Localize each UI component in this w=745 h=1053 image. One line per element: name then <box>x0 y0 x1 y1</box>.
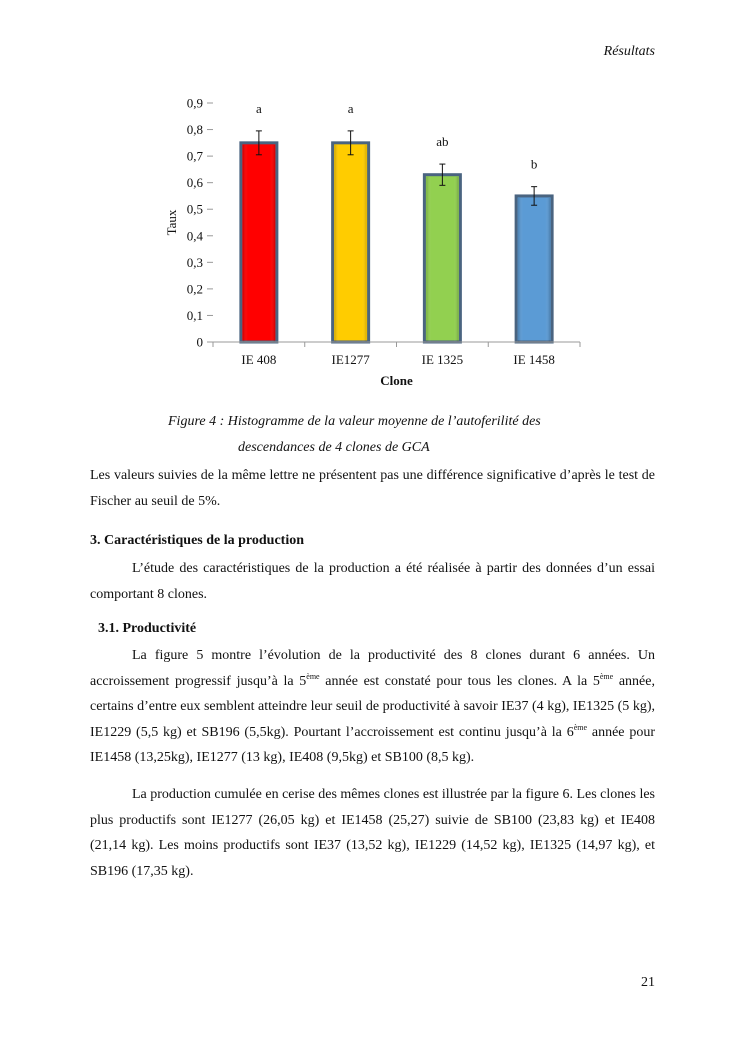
x-axis-title: Clone <box>380 373 413 388</box>
x-tick-label: IE 1325 <box>421 352 464 367</box>
bar-shading <box>243 145 275 342</box>
bar-shading <box>335 145 367 342</box>
significance-letter: b <box>530 156 538 172</box>
bar-shading <box>426 177 458 342</box>
y-axis-title: Taux <box>164 209 179 236</box>
y-tick-label: 0,4 <box>186 228 203 244</box>
y-tick-label: 0,8 <box>186 122 203 138</box>
x-tick-label: IE 408 <box>241 352 277 367</box>
page-number: 21 <box>641 975 655 990</box>
figure-caption-line2: descendances de 4 clones de GCA <box>238 440 430 455</box>
significance-letter: a <box>255 100 262 116</box>
y-tick-label: 0,3 <box>186 254 203 270</box>
stat-note: Les valeurs suivies de la même lettre ne présentent pas une différence significative d’après le test de Fischer au seuil de 5%. <box>90 468 655 509</box>
bar-shading <box>518 198 550 342</box>
running-header: Résultats <box>603 44 655 59</box>
x-tick-label: IE 1458 <box>513 352 555 367</box>
y-tick-label: 0,5 <box>186 201 203 217</box>
bar-group <box>516 157 552 342</box>
y-tick-label: 0,7 <box>186 148 203 164</box>
y-tick-label: 0,1 <box>186 307 203 323</box>
productivity-paragraph-1: La figure 5 montre l’évolution de la productivité des 8 clones durant 6 années. Un accroissement progressif jusqu’à la 5ème année est constaté pour tous les clones. A la 5ème année, certains d’entre eux semblent atteindre leur seuil de productivité à savoir IE37 (4 kg), IE1325 (5 kg), IE1229 (5,5 kg) et SB196 (5,5kg). Pourtant l’accroissement est continu jusqu’à la 6ème année pour IE1458 (13,25kg), IE1277 (13 kg), IE408 (9,5kg) et SB100 (8,5 kg). <box>90 648 655 765</box>
bar-group <box>241 101 277 342</box>
section-heading-3: 3. Caractéristiques de la production <box>90 533 305 548</box>
y-axis-ticks <box>187 96 213 350</box>
bars <box>241 101 552 342</box>
bar-chart <box>150 88 590 393</box>
y-tick-label: 0,9 <box>186 95 203 111</box>
productivity-paragraph-2: La production cumulée en cerise des mêmes clones est illustrée par la figure 6. Les clones les plus productifs sont IE1277 (26,05 kg) et IE1458 (25,27) suivie de SB100 (23,83 kg) et IE408 (21,14 kg). Les moins productifs sont IE37 (13,52 kg), IE1229 (14,52 kg), IE1325 (14,97 kg), et SB196 (17,35 kg). <box>90 787 655 879</box>
y-tick-label: 0,2 <box>186 281 203 297</box>
x-tick-label: IE1277 <box>331 352 370 367</box>
bar-group <box>333 101 369 342</box>
bar-group <box>424 134 460 342</box>
y-tick-label: 0 <box>196 334 203 350</box>
significance-letter: a <box>347 100 354 116</box>
y-tick-label: 0,6 <box>186 175 203 191</box>
section-3-intro: L’étude des caractéristiques de la production a été réalisée à partir des données d’un essai comportant 8 clones. <box>90 561 655 602</box>
x-axis-ticks <box>213 342 580 367</box>
significance-letter: ab <box>436 134 449 150</box>
figure-caption-line1: Figure 4 : Histogramme de la valeur moyenne de l’autoferilité des <box>168 414 541 429</box>
section-heading-3-1: 3.1. Productivité <box>98 621 197 636</box>
